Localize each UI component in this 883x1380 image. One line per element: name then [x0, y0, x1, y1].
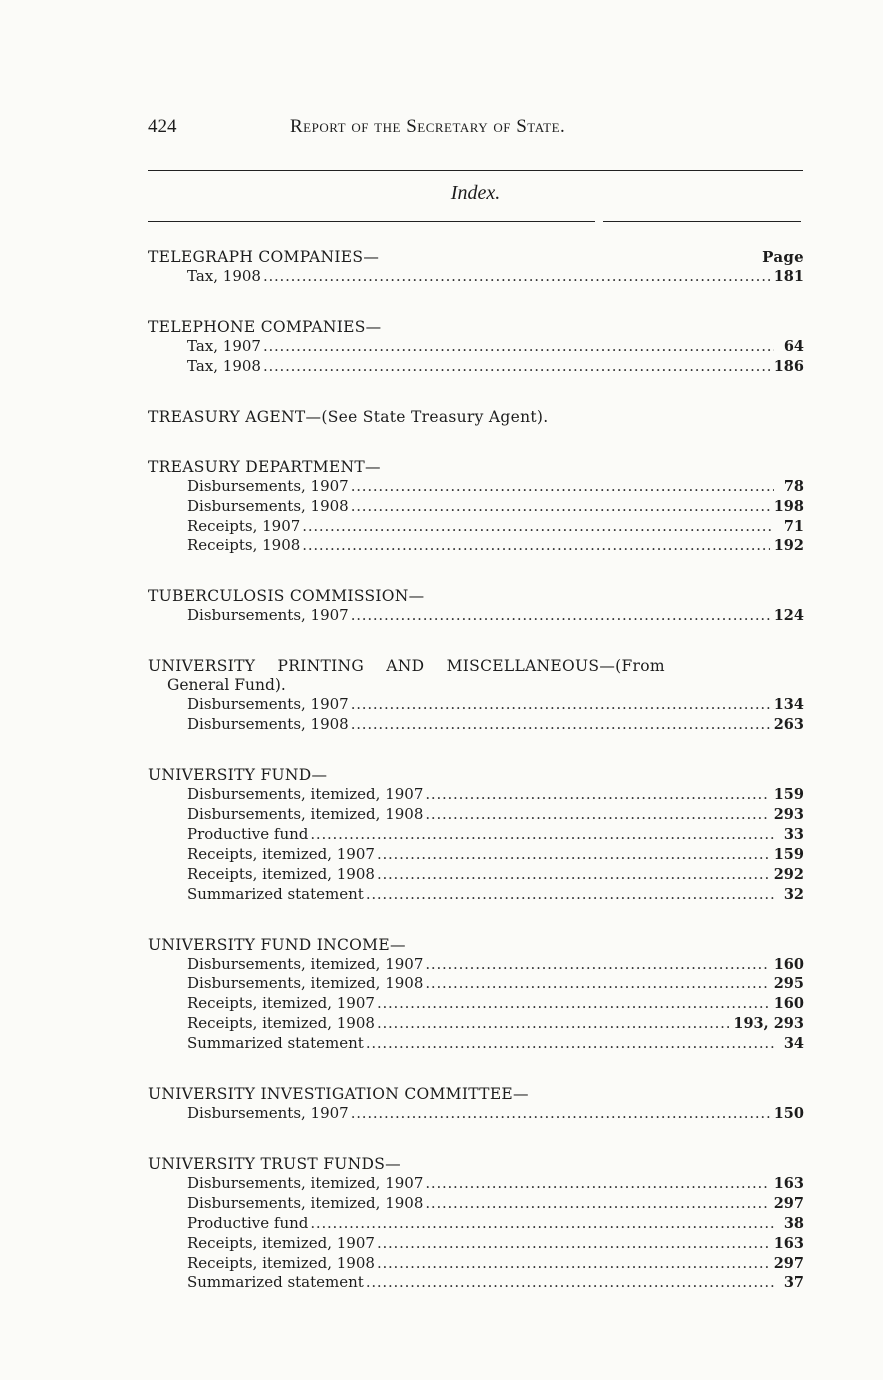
entry-page-number: 134: [773, 696, 804, 714]
entry-label: Productive fund: [187, 824, 309, 843]
index-entry: [148, 1273, 804, 1293]
entry-label: Receipts, itemized, 1908: [187, 1253, 375, 1272]
index-entry: [148, 955, 804, 975]
index-entry: [148, 1014, 804, 1034]
entry-page-number: 150: [773, 1105, 804, 1123]
dot-leader: [302, 536, 769, 555]
entry-page-number: 192: [773, 537, 804, 555]
entry-page-number: 38: [783, 1214, 804, 1232]
entry-page-number: 198: [773, 497, 804, 515]
index-entry: [148, 536, 804, 556]
entry-label: Disbursements, itemized, 1907: [187, 1173, 424, 1192]
index-entry: [148, 1104, 804, 1124]
dot-leader: [351, 695, 770, 714]
group-heading-text: TREASURY DEPARTMENT—: [148, 457, 381, 476]
group-heading: [148, 408, 804, 427]
group-heading: [148, 318, 804, 337]
index-entry: [148, 477, 804, 497]
entry-page-number: 181: [773, 268, 804, 285]
index-entry: [148, 715, 804, 735]
group-heading: [148, 1155, 804, 1174]
page-number: 424: [148, 116, 177, 137]
entry-page-number: 297: [773, 1194, 804, 1212]
index-entry: [148, 267, 804, 287]
group-heading-text: UNIVERSITY FUND—: [148, 766, 328, 785]
index-entry: [148, 357, 804, 377]
group-heading-text: TREASURY AGENT—(See State Treasury Agent).: [148, 407, 549, 426]
entry-page-number: 78: [783, 477, 804, 495]
index-entry: [148, 1254, 804, 1274]
entry-label: Receipts, 1908: [187, 536, 301, 555]
dot-leader: [377, 845, 770, 864]
index-entry: [148, 1214, 804, 1234]
index-entry: [148, 845, 804, 865]
dot-leader: [366, 885, 774, 904]
entry-label: Disbursements, itemized, 1908: [187, 1193, 424, 1212]
index-group: [148, 318, 804, 377]
page-column-label: Page: [762, 248, 804, 266]
dot-leader: [351, 1104, 770, 1123]
index-group: [148, 248, 804, 287]
entry-page-number: 295: [773, 975, 804, 993]
entry-page-number: 186: [773, 357, 804, 375]
group-heading-text: UNIVERSITY FUND INCOME—: [148, 935, 406, 954]
index-group: [148, 936, 804, 1055]
entry-label: Disbursements, 1907: [187, 695, 349, 714]
group-heading-text: UNIVERSITY PRINTING AND MISCELLANEOUS—(From: [148, 657, 665, 676]
dot-leader: [366, 1034, 774, 1053]
index-entry: [148, 337, 804, 357]
dot-leader: [366, 1273, 774, 1292]
page-header: [148, 116, 803, 140]
group-heading: [148, 657, 804, 676]
entry-label: Productive fund: [187, 1213, 309, 1232]
group-heading-text: TUBERCULOSIS COMMISSION—: [148, 587, 425, 606]
entry-label: Summarized statement: [187, 884, 364, 903]
entry-page-number: 263: [773, 716, 804, 734]
index-entry: [148, 865, 804, 885]
index-entry: [148, 497, 804, 517]
index-entry: [148, 885, 804, 905]
top-rule: [148, 170, 803, 171]
group-heading-text: UNIVERSITY TRUST FUNDS—: [148, 1154, 401, 1173]
index-entry: [148, 825, 804, 845]
entry-page-number: 293: [773, 805, 804, 823]
bottom-rule-left: [148, 221, 595, 222]
group-heading: [148, 248, 804, 267]
entry-page-number: 34: [783, 1035, 804, 1053]
entry-label: Receipts, itemized, 1908: [187, 1014, 375, 1033]
index-entry: [148, 1194, 804, 1214]
entry-page-number: 71: [783, 517, 804, 535]
index-entry: [148, 517, 804, 537]
entry-page-number: 160: [773, 955, 804, 973]
group-heading-continuation: General Fund).: [167, 676, 286, 695]
entry-page-number: 32: [783, 885, 804, 903]
entry-page-number: 292: [773, 865, 804, 883]
entry-label: Disbursements, 1908: [187, 496, 349, 515]
index-group: [148, 766, 804, 904]
entry-page-number: 159: [773, 786, 804, 804]
group-heading: [148, 766, 804, 785]
entry-label: Disbursements, itemized, 1907: [187, 785, 424, 804]
entry-label: Disbursements, 1907: [187, 606, 349, 625]
running-head: Report of the Secretary of State.: [290, 116, 566, 137]
dot-leader: [351, 606, 770, 625]
index-entry: [148, 805, 804, 825]
entry-label: Receipts, itemized, 1908: [187, 864, 375, 883]
entry-page-number: 33: [783, 825, 804, 843]
entry-page-number: 37: [783, 1274, 804, 1292]
entry-page-number: 160: [773, 995, 804, 1013]
dot-leader: [377, 865, 770, 884]
entry-page-number: 163: [773, 1234, 804, 1252]
entry-label: Disbursements, 1907: [187, 476, 349, 495]
dot-leader: [351, 715, 770, 734]
entry-page-number: 64: [783, 337, 804, 355]
group-heading-text: TELEPHONE COMPANIES—: [148, 317, 382, 336]
entry-label: Receipts, itemized, 1907: [187, 1233, 375, 1252]
section-title: Index.: [450, 182, 501, 204]
index-entry: [148, 606, 804, 626]
dot-leader: [310, 1214, 774, 1233]
group-heading: [148, 587, 804, 606]
dot-leader: [263, 337, 774, 356]
index-group: [148, 458, 804, 557]
dot-leader: [425, 805, 769, 824]
index-group: [148, 657, 804, 735]
entry-label: Disbursements, itemized, 1908: [187, 804, 424, 823]
dot-leader: [377, 1254, 770, 1273]
index-entry: [148, 695, 804, 715]
group-heading-text: TELEGRAPH COMPANIES—: [148, 248, 380, 266]
dot-leader: [377, 994, 770, 1013]
entry-label: Disbursements, 1907: [187, 1104, 349, 1123]
dot-leader: [302, 517, 774, 536]
dot-leader: [425, 1174, 769, 1193]
dot-leader: [351, 497, 770, 516]
dot-leader: [263, 267, 770, 286]
entry-label: Receipts, itemized, 1907: [187, 844, 375, 863]
dot-leader: [263, 357, 770, 376]
dot-leader: [425, 955, 769, 974]
entry-page-number: 193, 293: [733, 1015, 804, 1033]
dot-leader: [377, 1014, 729, 1033]
index-entry: [148, 974, 804, 994]
bottom-rule-right: [603, 221, 801, 222]
index-entry: [148, 1034, 804, 1054]
entry-label: Tax, 1908: [187, 267, 261, 285]
entry-label: Receipts, itemized, 1907: [187, 994, 375, 1013]
dot-leader: [425, 785, 769, 804]
entry-label: Summarized statement: [187, 1034, 364, 1053]
entry-label: Disbursements, itemized, 1908: [187, 974, 424, 993]
index-entries: [148, 248, 804, 1324]
dot-leader: [377, 1234, 770, 1253]
index-group: [148, 1155, 804, 1293]
entry-page-number: 159: [773, 845, 804, 863]
group-heading-text: UNIVERSITY INVESTIGATION COMMITTEE—: [148, 1085, 529, 1104]
index-entry: [148, 1174, 804, 1194]
entry-page-number: 163: [773, 1174, 804, 1192]
index-group: [148, 408, 804, 427]
dot-leader: [425, 974, 769, 993]
group-heading: [148, 458, 804, 477]
entry-label: Summarized statement: [187, 1273, 364, 1292]
entry-label: Disbursements, 1908: [187, 715, 349, 734]
entry-label: Tax, 1907: [187, 336, 261, 355]
entry-label: Tax, 1908: [187, 356, 261, 375]
index-entry: [148, 785, 804, 805]
index-entry: [148, 1234, 804, 1254]
dot-leader: [425, 1194, 769, 1213]
entry-page-number: 124: [773, 607, 804, 625]
dot-leader: [351, 477, 774, 496]
entry-label: Disbursements, itemized, 1907: [187, 954, 424, 973]
index-group: [148, 1085, 804, 1124]
index-entry: [148, 994, 804, 1014]
dot-leader: [310, 825, 774, 844]
index-group: [148, 587, 804, 626]
group-heading: [148, 1085, 804, 1104]
group-heading: [148, 936, 804, 955]
entry-label: Receipts, 1907: [187, 516, 301, 535]
entry-page-number: 297: [773, 1254, 804, 1272]
